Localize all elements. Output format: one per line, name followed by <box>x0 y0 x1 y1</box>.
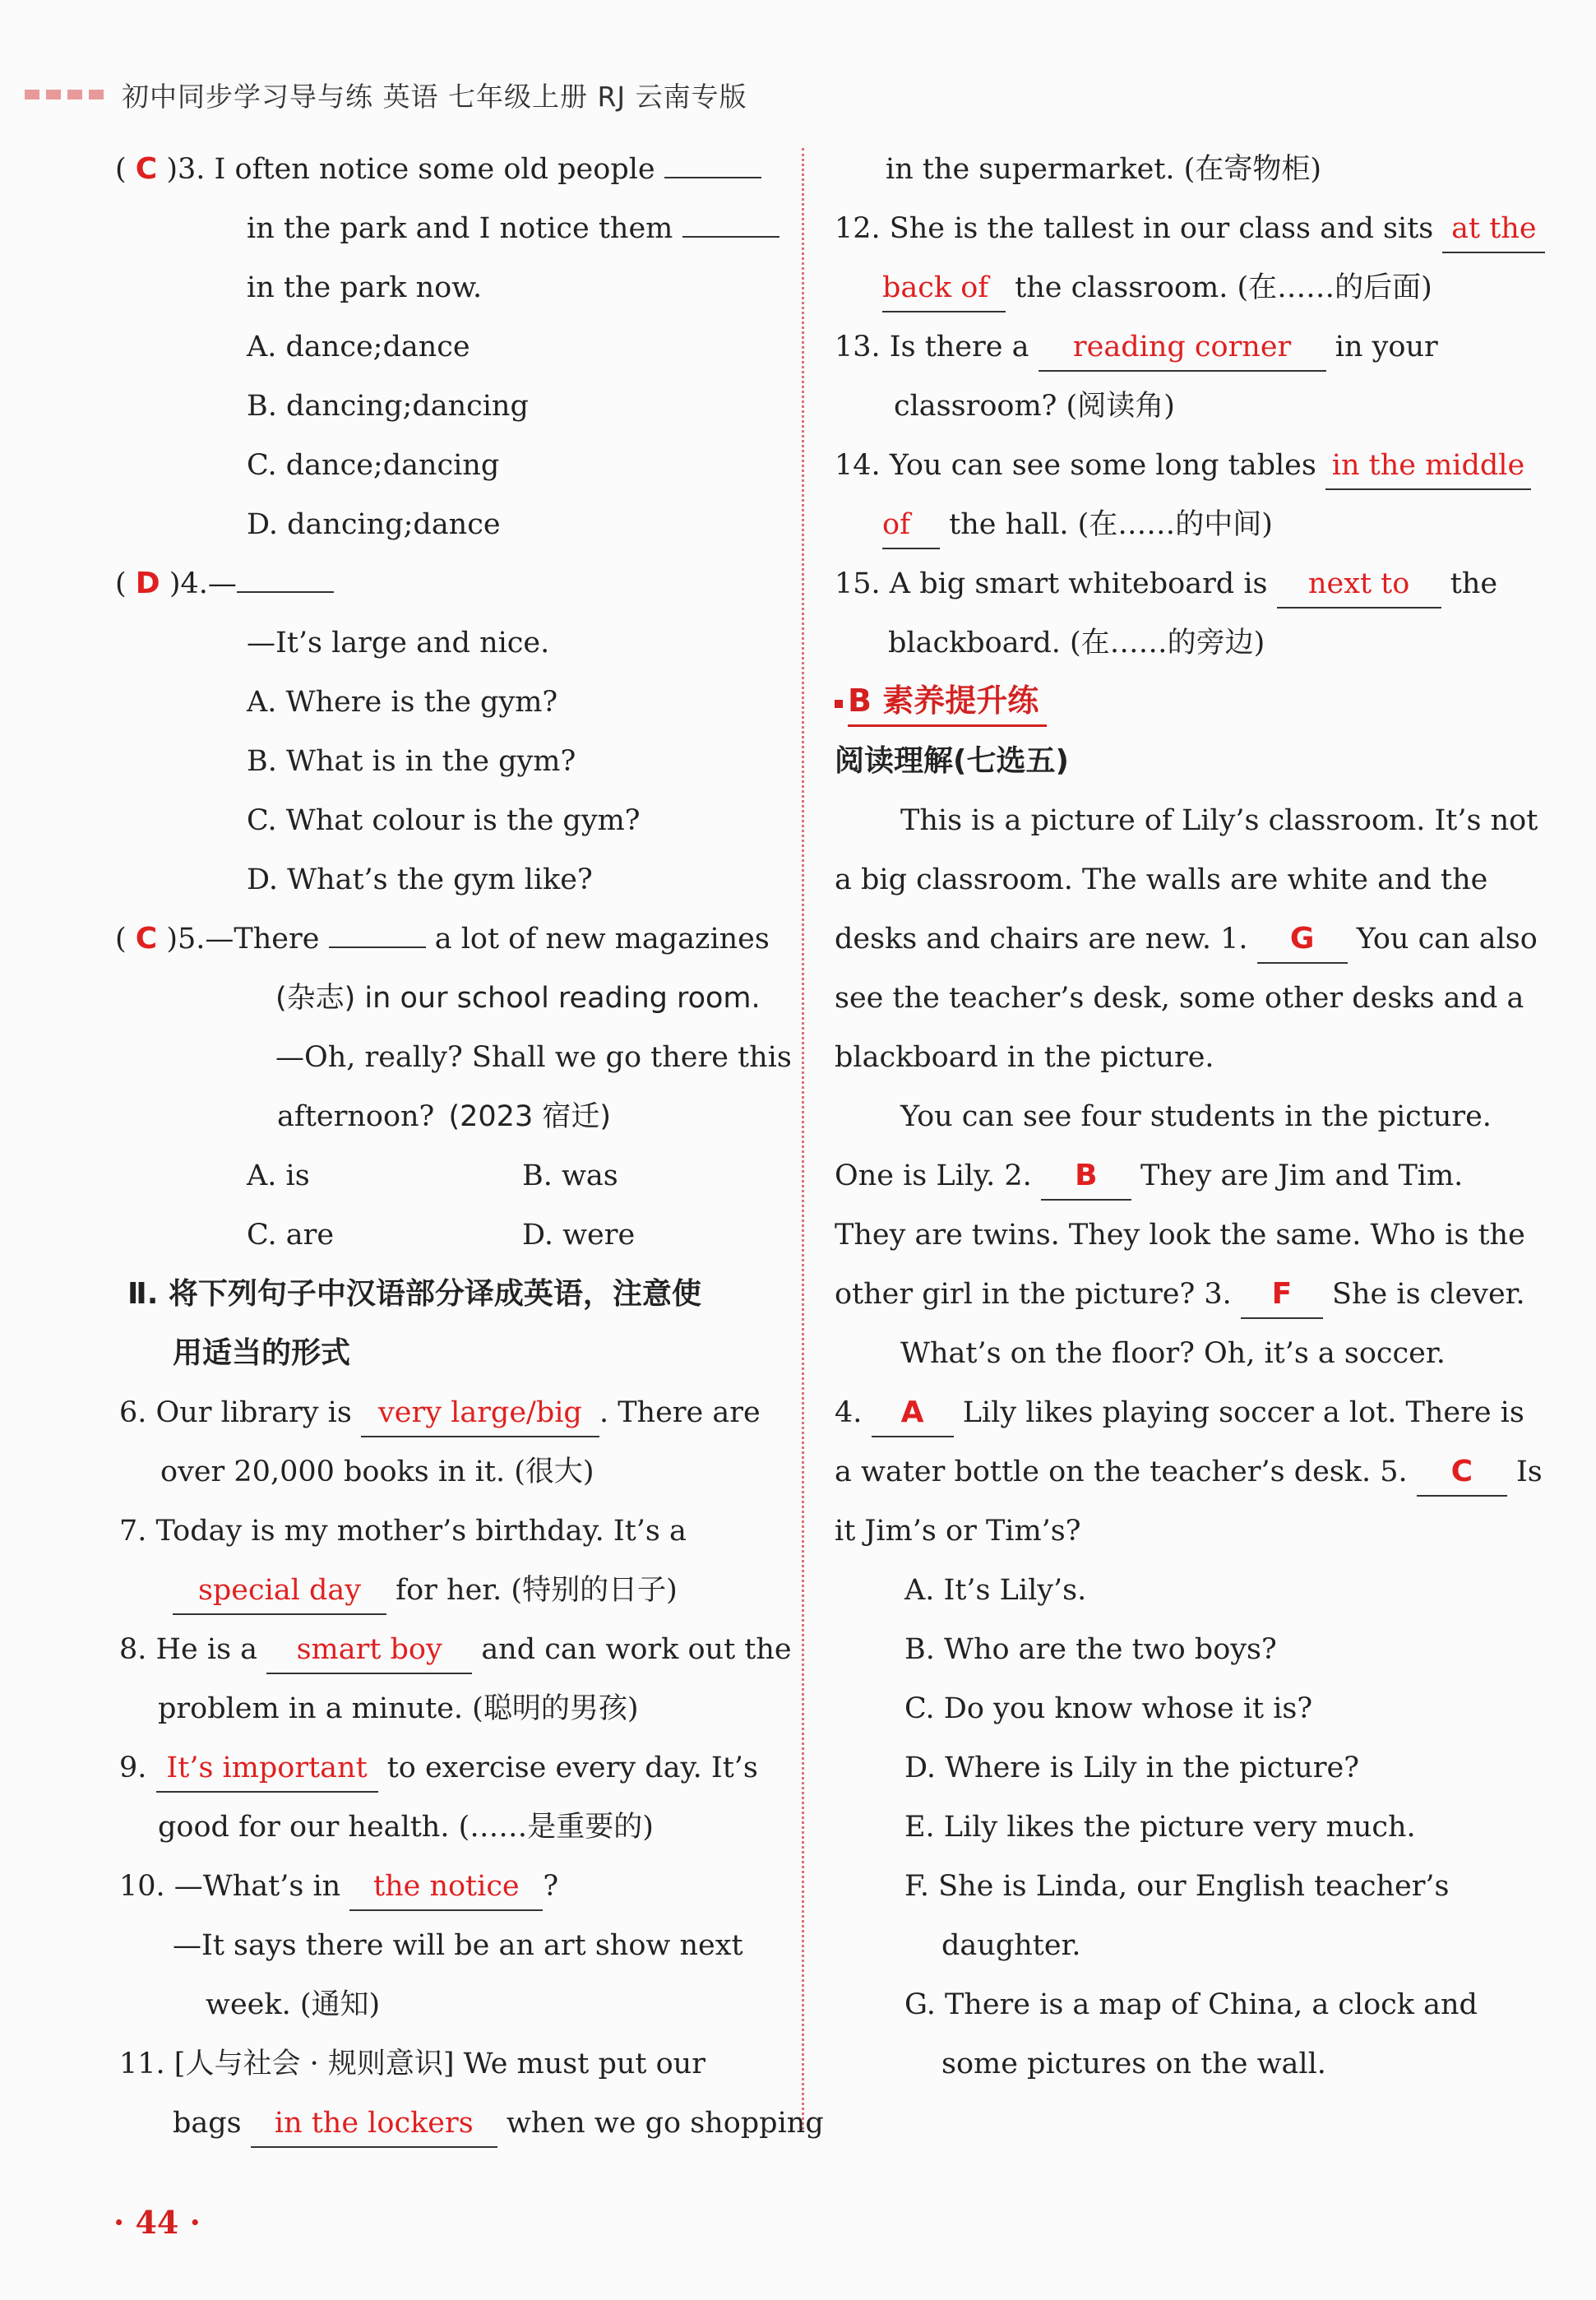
passage-line: One is Lily. 2. B They are Jim and Tim. <box>835 1146 1492 1206</box>
q4-option-d: D. What’s the gym like? <box>247 863 593 896</box>
q8-line1: 8. He is a smart boy and can work out the <box>119 1620 773 1679</box>
q14-line2: of the hall. (在……的中间) <box>835 495 1492 554</box>
q9-line1: 9. It’s important to exercise every day. It’s <box>119 1738 773 1798</box>
column-divider <box>802 148 804 2130</box>
passage-line: it Jim’s or Tim’s? <box>835 1515 1081 1548</box>
q12-line1: 12. She is the tallest in our class and sits at the <box>835 199 1492 258</box>
q4-line2: —It’s large and nice. <box>247 627 550 659</box>
blank-2-answer: B <box>1041 1153 1131 1201</box>
book-title: 初中同步学习导与练 英语 七年级上册 RJ 云南专版 <box>122 80 747 113</box>
blank-5-answer: C <box>1417 1449 1507 1497</box>
blank-1-answer: G <box>1257 916 1348 964</box>
blank-4-answer: A <box>872 1390 954 1437</box>
page-number: · 44 · <box>113 2204 201 2241</box>
q3-blank-1 <box>664 177 761 178</box>
q13-line1: 13. Is there a reading corner in your <box>835 317 1492 377</box>
q5-blank <box>329 946 426 948</box>
section-2-title: Ⅱ. 将下列句子中汉语部分译成英语，注意使 <box>127 1277 701 1311</box>
option-e: E. Lily likes the picture very much. <box>904 1811 1416 1844</box>
q11-line1: 11. [人与社会 · 规则意识] We must put our <box>119 2048 705 2080</box>
q5-answer: C <box>135 922 158 956</box>
q13-line2: classroom? (阅读角) <box>894 390 1175 423</box>
q4-option-c: C. What colour is the gym? <box>247 804 641 837</box>
q10-line1: 10. —What’s in the notice ? <box>119 1857 773 1916</box>
page-header <box>25 74 747 115</box>
option-g: G. There is a map of China, a clock and <box>904 1988 1478 2021</box>
passage-line: a big classroom. The walls are white and the <box>835 863 1488 896</box>
q9-line2: good for our health. (……是重要的) <box>158 1811 654 1844</box>
q7-answer: special day <box>173 1567 386 1615</box>
reading-title: 阅读理解(七选五) <box>835 744 1069 778</box>
q6-line2: over 20,000 books in it. (很大) <box>160 1455 594 1488</box>
passage-line: other girl in the picture? 3. F She is clever. <box>835 1265 1492 1324</box>
q15-answer: next to <box>1277 561 1441 609</box>
q12-line2: back of the classroom. (在……的后面) <box>835 258 1492 317</box>
q4-blank <box>237 591 334 593</box>
q3-blank-2 <box>682 236 779 238</box>
option-d: D. Where is Lily in the picture? <box>904 1752 1359 1784</box>
q3-option-c: C. dance;dancing <box>247 449 500 482</box>
option-b: B. Who are the two boys? <box>904 1633 1277 1666</box>
q9-answer: It’s important <box>156 1745 378 1793</box>
section-2-title-cont: 用适当的形式 <box>173 1336 351 1370</box>
option-f: F. She is Linda, our English teacher’s <box>904 1870 1450 1903</box>
q4-line1: ( D )4.— <box>115 554 773 613</box>
blank-3-answer: F <box>1241 1271 1323 1319</box>
q12-answer-part1: at the <box>1442 206 1545 253</box>
passage-line: 4. A Lily likes playing soccer a lot. There is <box>835 1383 1492 1442</box>
right-column <box>835 140 1543 2094</box>
q11-line2: bags in the lockers when we go shopping <box>173 2094 773 2153</box>
q14-answer-part2: of <box>882 502 940 549</box>
section-b-title: B 素养提升练 <box>848 677 1047 727</box>
q11-line3: in the supermarket. (在寄物柜) <box>886 153 1321 186</box>
q7-line1: 7. Today is my mother’s birthday. It’s a <box>119 1515 687 1548</box>
q6-answer: very large/big <box>361 1390 599 1437</box>
decor-square <box>89 90 104 99</box>
q3-answer: C <box>135 152 158 186</box>
q11-answer: in the lockers <box>251 2100 497 2148</box>
q3-option-a: A. dance;dance <box>247 331 470 363</box>
passage-line: What’s on the floor? Oh, it’s a soccer. <box>900 1337 1446 1370</box>
q14-answer-part1: in the middle <box>1325 442 1531 490</box>
decor-square <box>46 90 61 99</box>
passage-line: This is a picture of Lily’s classroom. It’s not <box>900 804 1538 837</box>
left-column <box>115 140 824 2153</box>
q4-option-b: B. What is in the gym? <box>247 745 576 778</box>
option-c: C. Do you know whose it is? <box>904 1692 1313 1725</box>
option-g-cont: some pictures on the wall. <box>941 2048 1326 2080</box>
section-b-header <box>835 673 1492 732</box>
passage-line: desks and chairs are new. 1. G You can also <box>835 909 1492 969</box>
option-a: A. It’s Lily’s. <box>904 1574 1087 1607</box>
q3-option-d: D. dancing;dance <box>247 508 501 541</box>
q5-options-cd: C. are D. were <box>247 1219 636 1252</box>
q3-line1: ( C )3. I often notice some old people <box>115 140 773 199</box>
q5-line3: —Oh, really? Shall we go there this <box>275 1041 792 1074</box>
section-dot-icon <box>835 700 843 708</box>
q6-line1: 6. Our library is very large/big . There are <box>119 1383 773 1442</box>
q4-option-a: A. Where is the gym? <box>247 686 558 719</box>
passage-line: blackboard in the picture. <box>835 1041 1214 1074</box>
passage-line: a water bottle on the teacher’s desk. 5. C Is <box>835 1442 1492 1502</box>
q5-line2: (杂志) in our school reading room. <box>275 982 761 1015</box>
q8-line2: problem in a minute. (聪明的男孩) <box>158 1692 639 1725</box>
q3-line3: in the park now. <box>247 271 483 304</box>
q10-line3: week. (通知) <box>206 1988 381 2021</box>
passage-line: see the teacher’s desk, some other desks and a <box>835 982 1524 1015</box>
q12-answer-part2: back of <box>882 265 1006 312</box>
q5-source: (2023 宿迁) <box>448 1100 611 1133</box>
q3-option-b: B. dancing;dancing <box>247 390 529 423</box>
q3-line2: in the park and I notice them <box>115 199 773 258</box>
q5-line4: afternoon? (2023 宿迁) <box>115 1087 611 1146</box>
q8-answer: smart boy <box>266 1627 472 1674</box>
q14-line1: 14. You can see some long tables in the middle <box>835 436 1492 495</box>
q15-line1: 15. A big smart whiteboard is next to the <box>835 554 1492 613</box>
q13-answer: reading corner <box>1039 324 1326 372</box>
decor-square <box>25 90 39 99</box>
q5-line1: ( C )5.—There a lot of new magazines <box>115 922 770 956</box>
q10-line2: —It says there will be an art show next <box>173 1929 743 1962</box>
q15-line2: blackboard. (在……的旁边) <box>888 627 1265 659</box>
decor-square <box>67 90 82 99</box>
q4-answer: D <box>135 567 160 600</box>
passage-line: You can see four students in the picture. <box>900 1100 1492 1133</box>
q5-options-ab: A. is B. was <box>247 1159 618 1192</box>
passage-line: They are twins. They look the same. Who is the <box>835 1219 1525 1252</box>
q10-answer: the notice <box>349 1863 543 1911</box>
option-f-cont: daughter. <box>941 1929 1081 1962</box>
q7-line2: special day for her. (特别的日子) <box>173 1561 773 1620</box>
